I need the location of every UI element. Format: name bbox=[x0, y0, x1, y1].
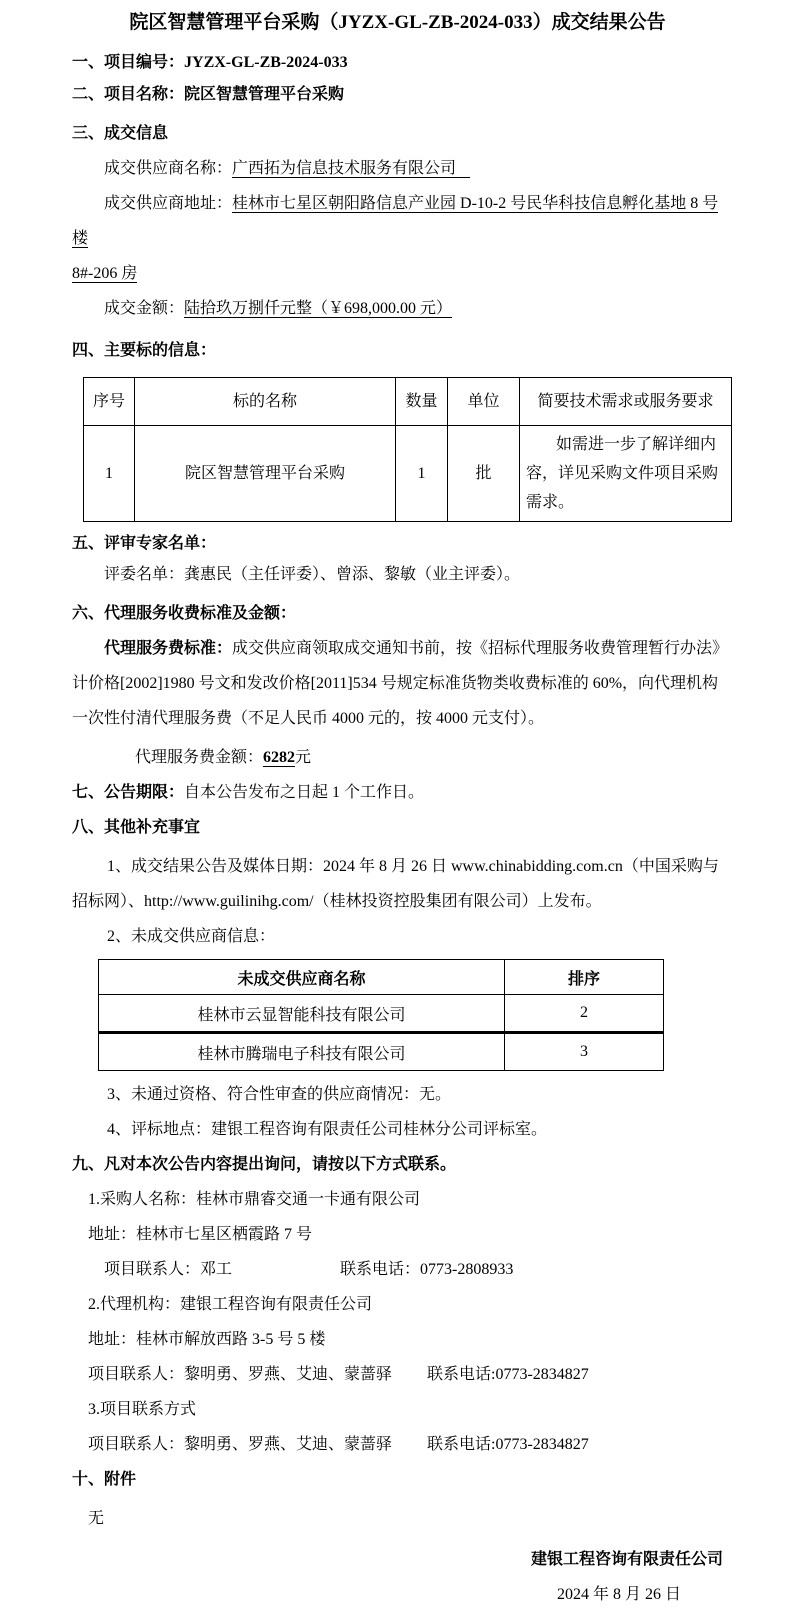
bid-item-name: 院区智慧管理平台采购 bbox=[135, 426, 396, 522]
col-header-unit: 单位 bbox=[448, 378, 520, 426]
col-header-qty: 数量 bbox=[396, 378, 448, 426]
evaluation-location-line: 4、评标地点：建银工程咨询有限责任公司桂林分公司评标室。 bbox=[107, 1121, 548, 1138]
unsuccessful-supplier-rank: 3 bbox=[505, 1033, 664, 1071]
deal-amount-label: 成交金额： bbox=[104, 300, 185, 317]
agency-name-line: 2.代理机构：建银工程咨询有限责任公司 bbox=[88, 1296, 373, 1313]
agency-address-line: 地址：桂林市解放西路 3-5 号 5 楼 bbox=[88, 1331, 326, 1348]
bid-item-seq: 1 bbox=[84, 426, 135, 522]
deal-amount-line bbox=[72, 291, 723, 326]
attachment-value: 无 bbox=[88, 1510, 105, 1527]
agency-fee-amount-line bbox=[72, 740, 723, 775]
project-contact-heading-line: 3.项目联系方式 bbox=[88, 1401, 197, 1418]
col-header-item-name: 标的名称 bbox=[135, 378, 396, 426]
section-8-heading: 八、其他补充事宜 bbox=[72, 819, 201, 836]
agency-fee-amount-value: 6282 bbox=[263, 749, 296, 766]
purchaser-contact-line bbox=[72, 1252, 723, 1287]
unsuccessful-header-row bbox=[99, 960, 664, 995]
agency-phone: 联系电话:0773-2834827 bbox=[427, 1366, 589, 1383]
project-number-value: JYZX-GL-ZB-2024-033 bbox=[184, 54, 348, 71]
deal-amount-value: 陆拾玖万捌仟元整（￥698,000.00 元） bbox=[184, 300, 453, 317]
unsuccessful-suppliers-label-line: 2、未成交供应商信息： bbox=[107, 928, 276, 945]
unsuccessful-supplier-name: 桂林市腾瑞电子科技有限公司 bbox=[99, 1033, 505, 1071]
purchaser-phone: 联系电话：0773-2808933 bbox=[340, 1261, 514, 1278]
agency-fee-standard-paragraph bbox=[72, 631, 723, 736]
section-7-body: 自本公告发布之日起 1 个工作日。 bbox=[184, 784, 425, 801]
signature-date: 2024 年 8 月 26 日 bbox=[556, 1586, 681, 1603]
bid-item-row bbox=[84, 426, 732, 522]
signature-block bbox=[72, 1542, 723, 1611]
bid-items-table bbox=[83, 377, 732, 522]
unsuccessful-suppliers-table bbox=[98, 959, 664, 1071]
supplier-address-label: 成交供应商地址： bbox=[104, 195, 233, 212]
failed-review-line: 3、未通过资格、符合性审查的供应商情况：无。 bbox=[107, 1086, 452, 1103]
agency-fee-standard-body: 成交供应商领取成交通知书前，按《招标代理服务收费管理暂行办法》计价格[2002]1980 号文和发改价格[2011]534 号规定标准货物类收费标准的 60%，向代理机构一次性付清代理服务费（不足人民币 4000 元的，按 4000 元支付）。 bbox=[72, 640, 721, 727]
section-9-heading: 九、凡对本次公告内容提出询问，请按以下方式联系。 bbox=[72, 1156, 457, 1173]
expert-list-line: 评委名单：龚惠民（主任评委）、曾添、黎敏（业主评委）。 bbox=[104, 566, 521, 583]
purchaser-contact-person: 项目联系人：邓工 bbox=[104, 1261, 233, 1278]
section-5-heading: 五、评审专家名单： bbox=[72, 535, 217, 552]
agency-contact-person: 项目联系人：黎明勇、罗燕、艾迪、蒙蔷驿 bbox=[88, 1366, 393, 1383]
project-phone: 联系电话:0773-2834827 bbox=[427, 1436, 589, 1453]
section-6-heading: 六、代理服务收费标准及金额： bbox=[72, 605, 297, 622]
section-4-heading: 四、主要标的信息： bbox=[72, 342, 217, 359]
project-name-value: 院区智慧管理平台采购 bbox=[184, 86, 345, 103]
section-2-label: 二、项目名称： bbox=[72, 86, 185, 103]
unsuccessful-supplier-rank: 2 bbox=[505, 995, 664, 1033]
agency-fee-amount-unit: 元 bbox=[295, 749, 312, 766]
supplier-address-value-line1: 桂林市七星区朝阳路信息产业园 D-10-2 号民华科技信息孵化基地 8 号楼 bbox=[72, 195, 719, 247]
section-1-label: 一、项目编号： bbox=[72, 54, 185, 71]
col-header-unsuccessful-supplier: 未成交供应商名称 bbox=[99, 960, 505, 995]
supplier-name-label: 成交供应商名称： bbox=[104, 160, 233, 177]
unsuccessful-supplier-row bbox=[99, 1033, 664, 1071]
project-contact-person: 项目联系人：黎明勇、罗燕、艾迪、蒙蔷驿 bbox=[88, 1436, 393, 1453]
supplier-address-line bbox=[72, 186, 723, 256]
purchaser-name-line: 1.采购人名称：桂林市鼎睿交通一卡通有限公司 bbox=[88, 1191, 421, 1208]
section-3-heading: 三、成交信息 bbox=[72, 125, 169, 142]
section-10-heading: 十、附件 bbox=[72, 1471, 137, 1488]
unsuccessful-supplier-name: 桂林市云显智能科技有限公司 bbox=[99, 995, 505, 1033]
doc-title: 院区智慧管理平台采购（JYZX-GL-ZB-2024-033）成交结果公告 bbox=[129, 12, 666, 33]
section-7-label: 七、公告期限： bbox=[72, 784, 185, 801]
agency-fee-amount-label: 代理服务费金额： bbox=[135, 749, 264, 766]
bid-items-header-row bbox=[84, 378, 732, 426]
bid-item-qty: 1 bbox=[396, 426, 448, 522]
section-2-project-name bbox=[72, 81, 723, 109]
bid-item-requirements: 如需进一步了解详细内容，详见采购文件项目采购需求。 bbox=[520, 426, 732, 522]
col-header-seq: 序号 bbox=[84, 378, 135, 426]
supplier-address-continuation bbox=[72, 256, 723, 291]
signature-company: 建银工程咨询有限责任公司 bbox=[530, 1551, 723, 1568]
purchaser-address-line: 地址：桂林市七星区栖霞路 7 号 bbox=[88, 1226, 313, 1243]
col-header-rank: 排序 bbox=[505, 960, 664, 995]
unsuccessful-supplier-row bbox=[99, 995, 664, 1033]
section-1-project-number bbox=[72, 49, 723, 77]
col-header-requirements: 简要技术需求或服务要求 bbox=[520, 378, 732, 426]
bid-item-unit: 批 bbox=[448, 426, 520, 522]
section-7-announcement-period bbox=[72, 775, 723, 810]
supplier-name-value: 广西拓为信息技术服务有限公司 bbox=[232, 160, 470, 178]
agency-fee-standard-label: 代理服务费标准： bbox=[104, 640, 233, 657]
supplier-name-line bbox=[72, 151, 723, 186]
project-contact-line bbox=[72, 1427, 723, 1462]
media-publish-line: 1、成交结果公告及媒体日期：2024 年 8 月 26 日 www.chinabidding.com.cn（中国采购与招标网）、http://www.guilinihg.com/（桂林投资控股集团有限公司）上发布。 bbox=[72, 858, 719, 910]
supplier-address-value-line2: 8#-206 房 bbox=[72, 265, 138, 282]
agency-contact-line bbox=[72, 1357, 723, 1392]
